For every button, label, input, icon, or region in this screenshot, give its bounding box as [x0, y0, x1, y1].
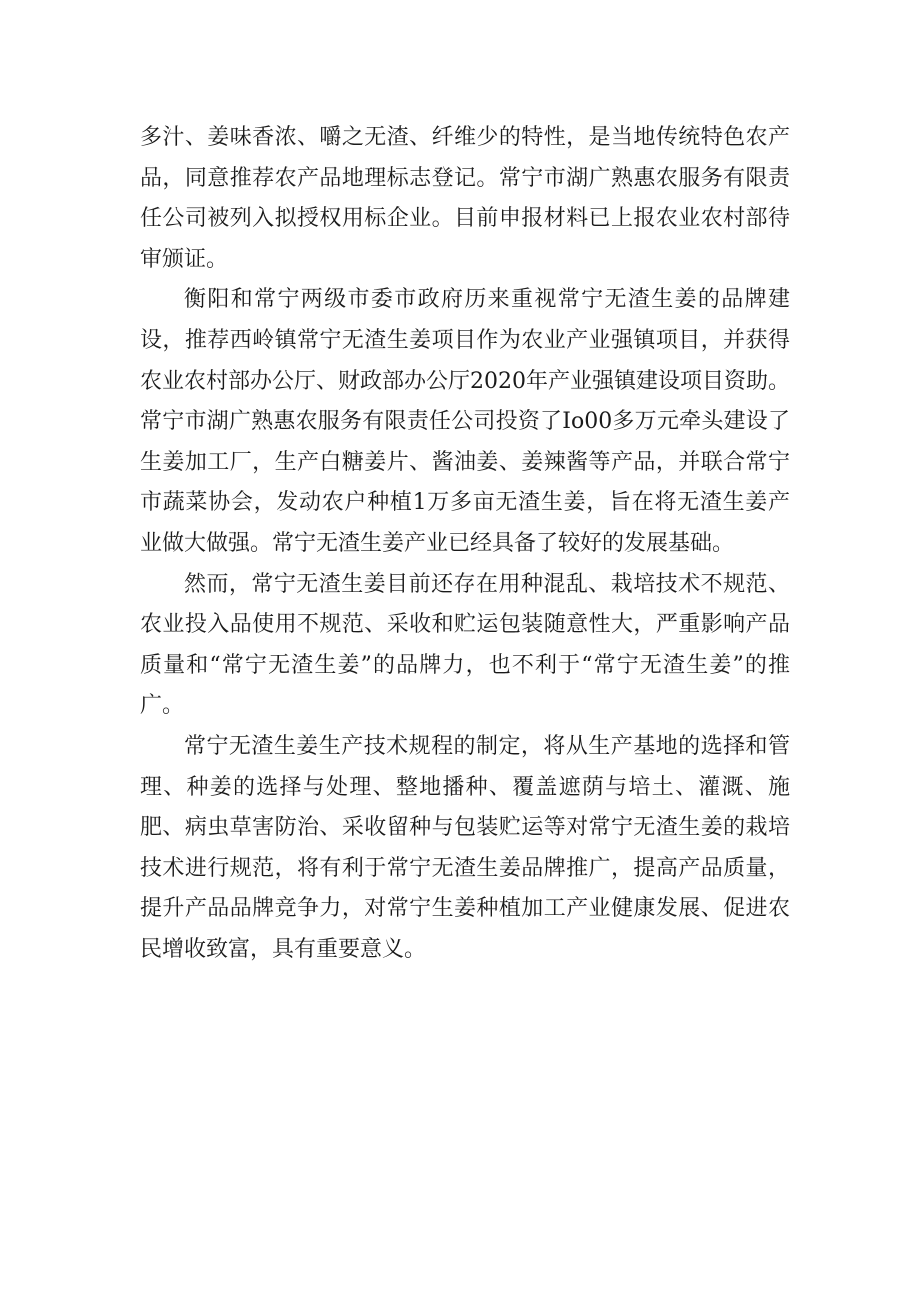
paragraph-current-problems: 然而，常宁无渣生姜目前还存在用种混乱、栽培技术不规范、农业投入品使用不规范、采收和贮运包装随意性大，严重影响产品质量和“常宁无渣生姜”的品牌力，也不利于“常宁无渣生姜”的推广。 — [140, 571, 790, 719]
paragraph-brand-building: 衡阳和常宁两级市委市政府历来重视常宁无渣生姜的品牌建设，推荐西岭镇常宁无渣生姜项目作为农业产业强镇项目，并获得农业农村部办公厅、财政部办公厅2020年产业强镇建设项目资助。常宁市湖广熟惠农服务有限责任公司投资了Io00多万元牵头建设了生姜加工厂，生产白糖姜片、酱油姜、姜辣酱等产品，并联合常宁市蔬菜协会，发动农户种植1万多亩无渣生姜，旨在将无渣生姜产业做大做强。常宁无渣生姜产业已经具备了较好的发展基础。 — [140, 287, 790, 556]
paragraph-significance: 常宁无渣生姜生产技术规程的制定，将从生产基地的选择和管理、种姜的选择与处理、整地播种、覆盖遮荫与培土、灌溉、施肥、病虫草害防治、采收留种与包装贮运等对常宁无渣生姜的栽培技术进行规范，将有利于常宁无渣生姜品牌推广，提高产品质量，提升产品品牌竞争力，对常宁生姜种植加工产业健康发展、促进农民增收致富，具有重要意义。 — [140, 733, 790, 962]
document-body — [140, 118, 790, 970]
paragraph-continuation: 多汁、姜味香浓、嚼之无渣、纤维少的特性，是当地传统特色农产品，同意推荐农产品地理标志登记。常宁市湖广熟惠农服务有限责任公司被列入拟授权用标企业。目前申报材料已上报农业农村部待审颁证。 — [140, 125, 790, 272]
